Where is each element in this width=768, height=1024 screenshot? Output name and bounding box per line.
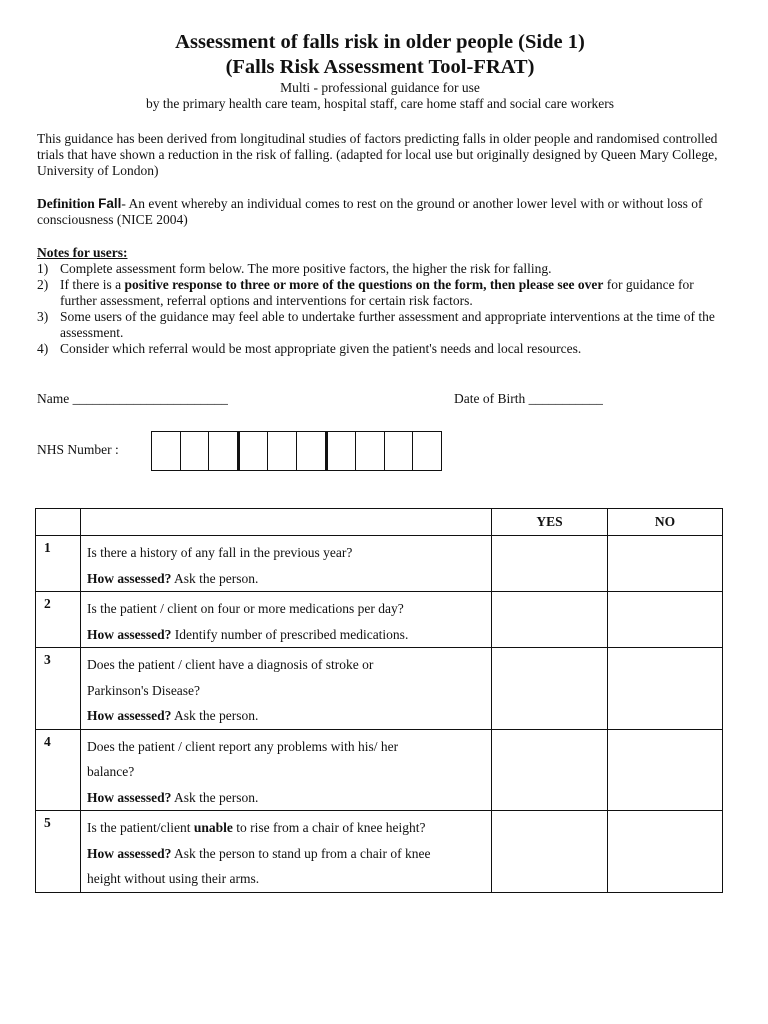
- question-text: [87, 815, 485, 841]
- definition-label: Definition: [37, 196, 99, 211]
- question-number: 1: [36, 536, 81, 592]
- how-assessed: [87, 785, 485, 811]
- intro-paragraph: This guidance has been derived from longitudinal studies of factors predicting falls in older people and randomised controlled trials that have shown a reduction in the risk of falling. (adapted for local use but originally designed by Queen Mary College, University of London): [37, 131, 718, 178]
- page-title: Assessment of falls risk in older people (Side 1): [175, 31, 585, 53]
- notes-list: [37, 261, 723, 357]
- question-number: 3: [36, 648, 81, 730]
- how-assessed-text: Ask the person.: [171, 570, 259, 586]
- how-assessed-text: Identify number of prescribed medications.: [171, 626, 409, 642]
- how-assessed: [87, 566, 485, 592]
- nhs-digit-box[interactable]: [413, 432, 441, 470]
- definition-paragraph: [37, 196, 723, 228]
- note-number: 4): [37, 341, 49, 356]
- patient-fields-row: [37, 391, 723, 407]
- notes-heading: Notes for users:: [37, 245, 128, 260]
- table-row: [36, 536, 723, 592]
- how-assessed-label: How assessed?: [87, 626, 172, 642]
- note-number: 1): [37, 261, 49, 276]
- definition-text: - An event whereby an individual comes to rest on the ground or another lower level with or without loss of consciousness (NICE 2004): [37, 196, 703, 227]
- question-text-cell: [81, 729, 492, 811]
- question-text: Does the patient / client have a diagnosis of stroke or: [87, 657, 374, 672]
- question-text-continued: balance?: [87, 764, 135, 779]
- question-text-cell: [81, 592, 492, 648]
- no-answer-cell[interactable]: [608, 811, 723, 893]
- note-number: 3): [37, 309, 49, 324]
- table-row: [36, 592, 723, 648]
- header-question-cell: [81, 509, 492, 536]
- risk-questions-table: [35, 508, 723, 893]
- how-assessed-text: Ask the person.: [171, 789, 259, 805]
- table-row: [36, 729, 723, 811]
- how-assessed-label: How assessed?: [87, 845, 172, 861]
- nhs-digit-box[interactable]: [238, 432, 269, 470]
- nhs-digit-box[interactable]: [152, 432, 181, 470]
- question-number: 5: [36, 811, 81, 893]
- question-text: Is there a history of any fall in the previous year?: [87, 545, 353, 560]
- header-no: NO: [608, 509, 723, 536]
- nhs-number-boxes[interactable]: [151, 431, 442, 471]
- note-item: [37, 341, 723, 357]
- nhs-digit-box[interactable]: [181, 432, 210, 470]
- no-answer-cell[interactable]: [608, 592, 723, 648]
- nhs-number-label: NHS Number :: [37, 442, 119, 457]
- yes-answer-cell[interactable]: [492, 729, 608, 811]
- note-number: 2): [37, 277, 49, 292]
- yes-answer-cell[interactable]: [492, 811, 608, 893]
- table-header-row: [36, 509, 723, 536]
- no-answer-cell[interactable]: [608, 729, 723, 811]
- note-text: Complete assessment form below. The more positive factors, the higher the risk for falling.: [60, 261, 552, 276]
- page-title-subline: (Falls Risk Assessment Tool-FRAT): [225, 56, 535, 78]
- header-yes: YES: [492, 509, 608, 536]
- question-text: Does the patient / client report any problems with his/ her: [87, 738, 399, 754]
- nhs-digit-box[interactable]: [209, 432, 238, 470]
- yes-answer-cell[interactable]: [492, 592, 608, 648]
- question-text-cell: [81, 811, 492, 893]
- how-assessed-label: How assessed?: [87, 708, 172, 723]
- question-text-continued: Parkinson's Disease?: [87, 682, 201, 698]
- assessment-page: [37, 30, 723, 886]
- nhs-digit-box[interactable]: [268, 432, 297, 470]
- how-assessed: [87, 703, 485, 729]
- question-text-start: Is the patient/client: [87, 820, 194, 835]
- definition-fall-word: Fall: [98, 196, 122, 211]
- how-assessed: [87, 841, 485, 867]
- nhs-digit-box[interactable]: [326, 432, 357, 470]
- how-assessed-label: How assessed?: [87, 570, 172, 586]
- nhs-digit-box[interactable]: [385, 432, 414, 470]
- how-assessed-continued: height without using their arms.: [87, 871, 260, 886]
- question-number: 4: [36, 729, 81, 811]
- question-emphasis: unable: [193, 820, 233, 835]
- table-row: [36, 811, 723, 893]
- note-text: If there is a: [60, 277, 125, 292]
- dob-field[interactable]: Date of Birth ___________: [454, 391, 603, 406]
- how-assessed: [87, 622, 485, 648]
- guidance-subtitle: Multi - professional guidance for use: [280, 80, 480, 95]
- no-answer-cell[interactable]: [608, 648, 723, 730]
- nhs-digit-box[interactable]: [356, 432, 385, 470]
- yes-answer-cell[interactable]: [492, 536, 608, 592]
- note-item: [37, 309, 723, 341]
- how-assessed-text: Ask the person.: [171, 708, 259, 723]
- yes-answer-cell[interactable]: [492, 648, 608, 730]
- audience-subtitle: by the primary health care team, hospital staff, care home staff and social care workers: [145, 96, 615, 111]
- nhs-digit-box[interactable]: [297, 432, 326, 470]
- table-row: [36, 648, 723, 730]
- how-assessed-label: How assessed?: [87, 789, 172, 805]
- question-text-end: to rise from a chair of knee height?: [232, 820, 426, 835]
- no-answer-cell[interactable]: [608, 536, 723, 592]
- note-emphasis: positive response to three or more of the questions on the form, then please see over: [124, 277, 604, 292]
- how-assessed-text: Ask the person to stand up from a chair of knee: [171, 845, 431, 861]
- question-text: Is the patient / client on four or more medications per day?: [87, 601, 404, 616]
- note-item: [37, 277, 723, 309]
- question-text-cell: [81, 536, 492, 592]
- note-item: [37, 261, 723, 277]
- note-text-continued: for guidance for further assessment, referral options and interventions for certain risk factors.: [60, 277, 694, 308]
- nhs-number-row: [37, 442, 723, 458]
- header-num-cell: [36, 509, 81, 536]
- question-text-cell: [81, 648, 492, 730]
- question-number: 2: [36, 592, 81, 648]
- name-field[interactable]: Name _______________________: [37, 391, 228, 406]
- note-text: Some users of the guidance may feel able to undertake further assessment and appropriate interventions at the time of the assessment.: [60, 309, 715, 340]
- note-text: Consider which referral would be most appropriate given the patient's needs and local resources.: [60, 341, 582, 356]
